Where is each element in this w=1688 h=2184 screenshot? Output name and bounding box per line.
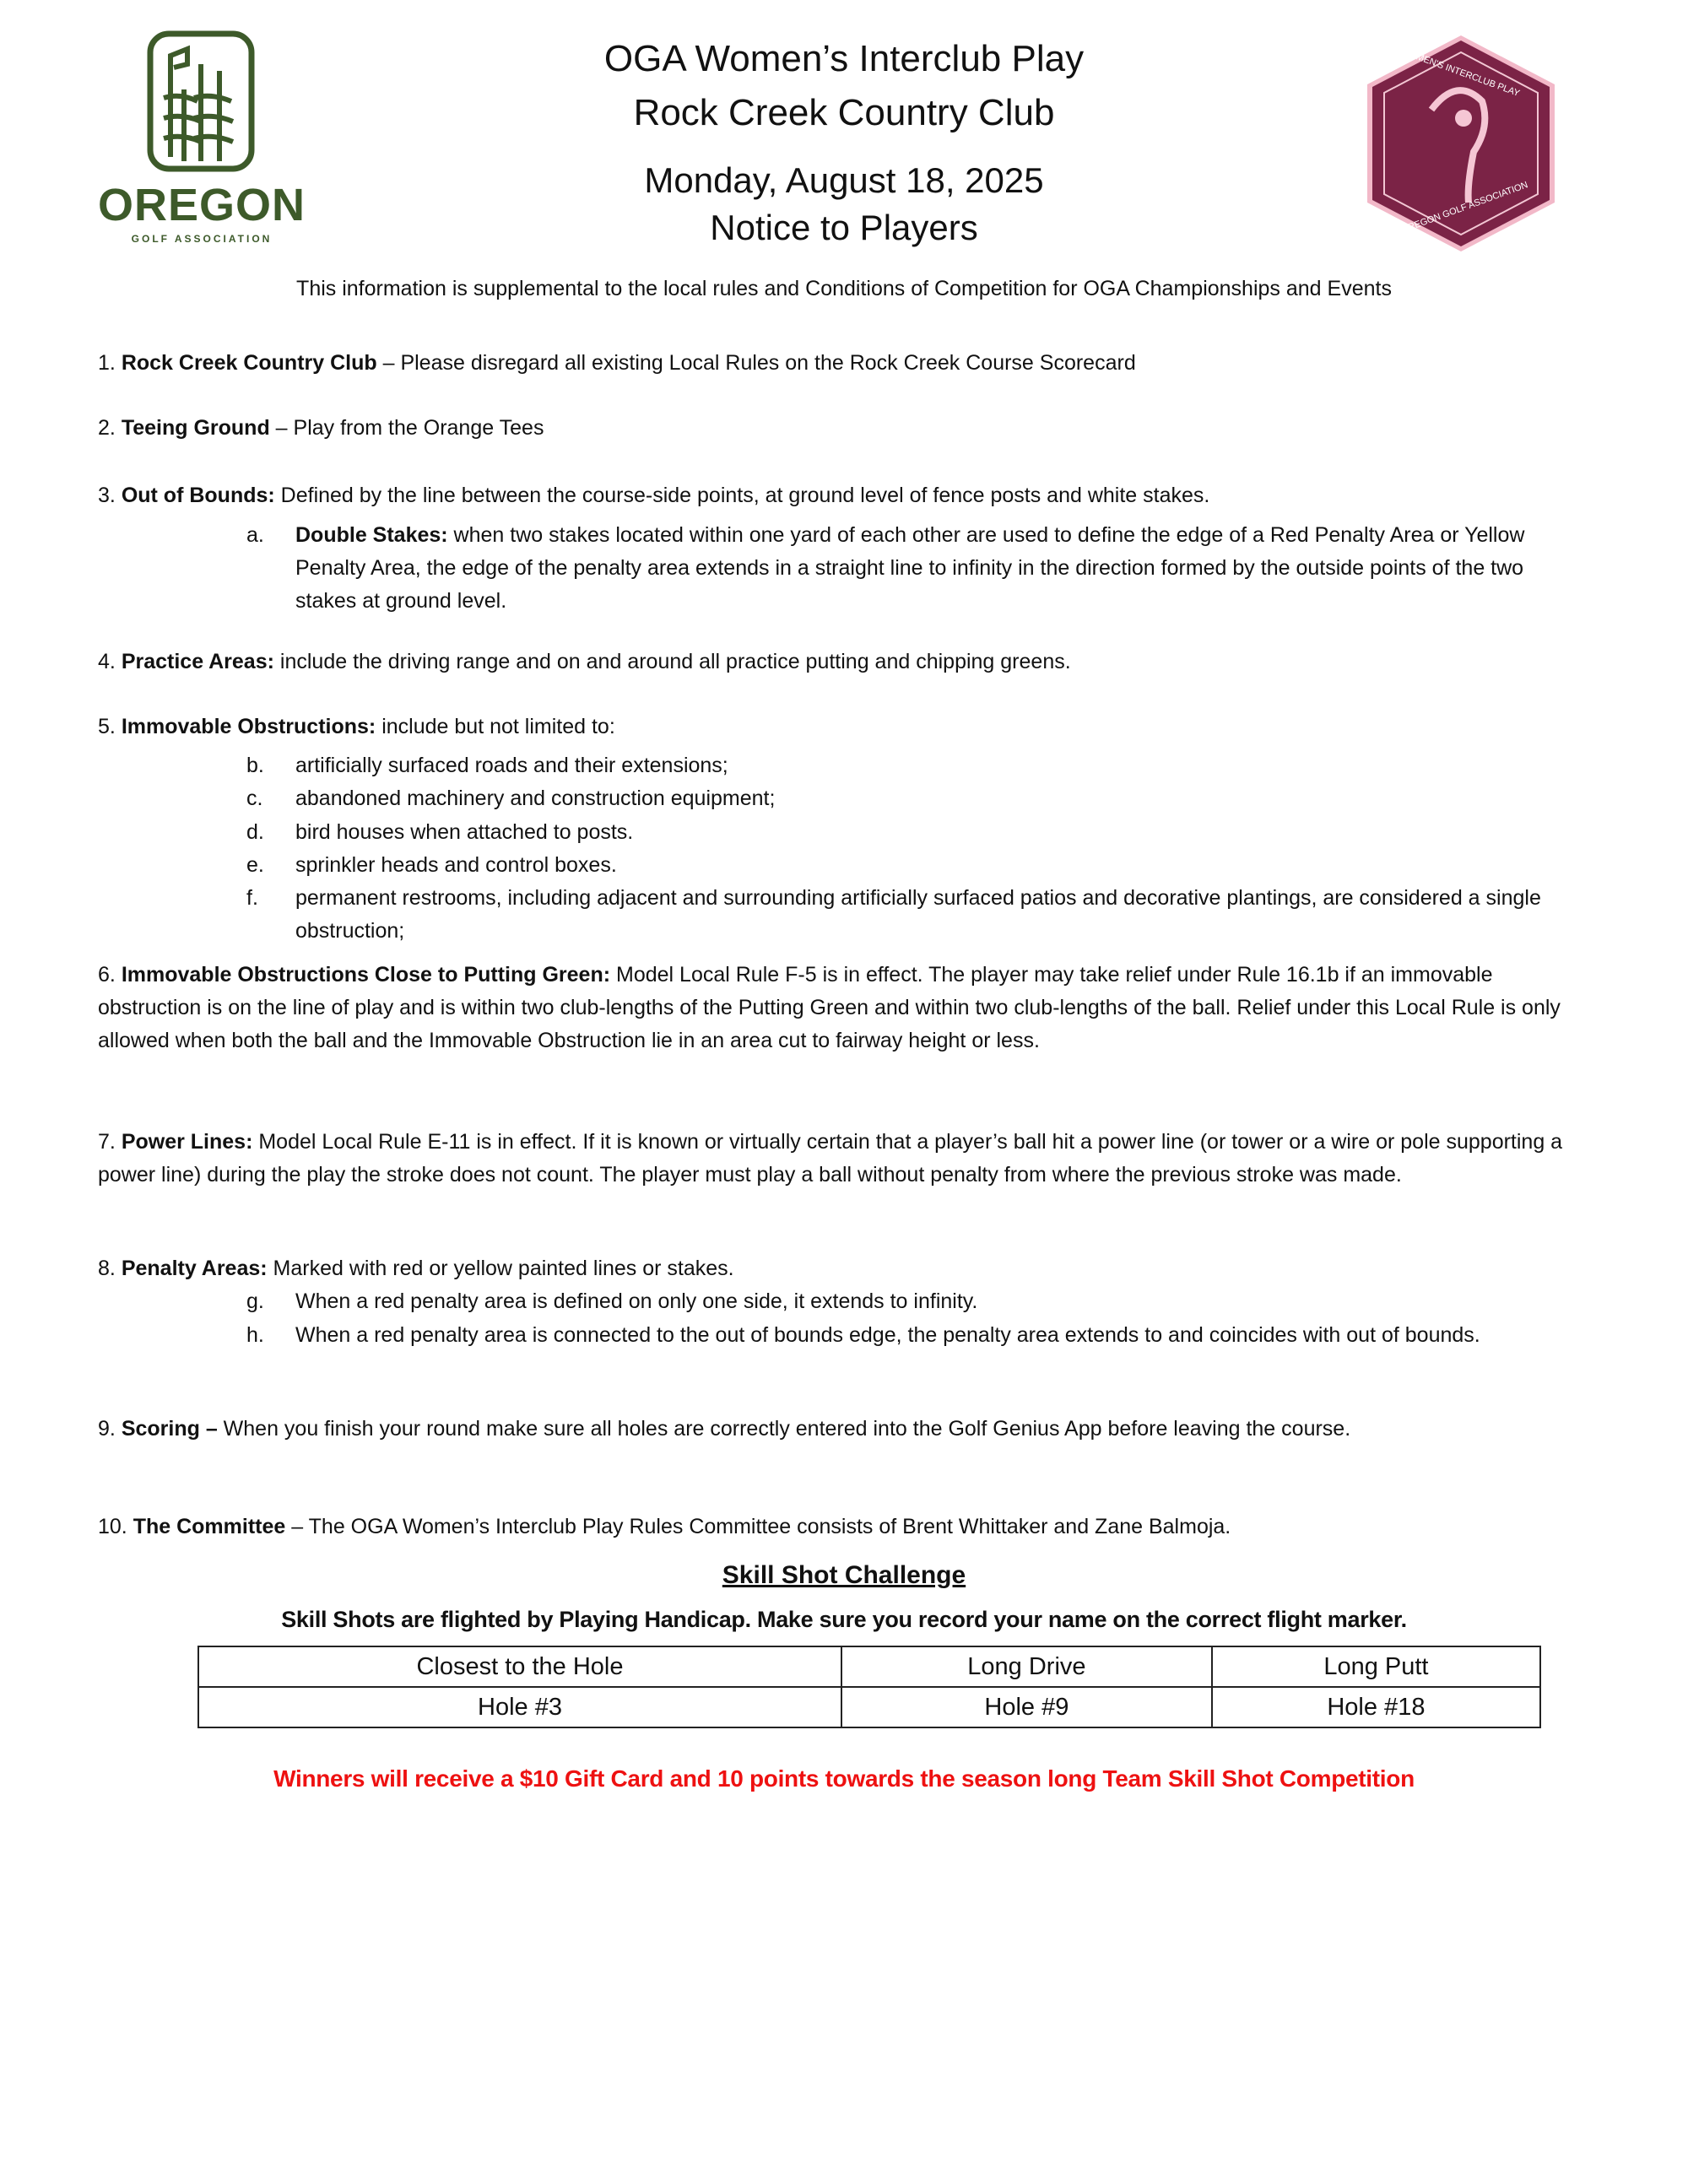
rule-item-5b: b. artificially surfaced roads and their extensions; — [246, 754, 728, 777]
rule-item-8g: g. When a red penalty area is defined on only one side, it extends to infinity. — [246, 1289, 978, 1313]
rule-item-3: 3. Out of Bounds: Defined by the line between the course-side points, at ground level of fence posts and white stakes. — [98, 484, 1210, 507]
table-row — [198, 1687, 1540, 1727]
rule-item-7: 7. Power Lines: Model Local Rule E-11 is in effect. If it is known or virtually certain that a player’s ball hit a power line (or tower or a wire or pole supporting a power line) during the play the stroke does not count. The player must play a ball without penalty from where the previous stroke was made. — [98, 1130, 1563, 1187]
rule-item-4: 4. Practice Areas: include the driving range and on and around all practice putting and chipping greens. — [98, 650, 1071, 673]
table-cell: Long Drive — [841, 1646, 1212, 1687]
intro-text: This information is supplemental to the local rules and Conditions of Competition for OGA Championships and Events — [296, 277, 1392, 300]
rule-item-9: 9. Scoring – When you finish your round make sure all holes are correctly entered into the Golf Genius App before leaving the course. — [98, 1417, 1351, 1441]
rule-item-5d: d. bird houses when attached to posts. — [246, 820, 634, 844]
rule-item-6: 6. Immovable Obstructions Close to Putting Green: Model Local Rule F-5 is in effect. The player may take relief under Rule 16.1b if an immovable obstruction is on the line of play and is within two club-lengths of the Putting Green and within two club-lengths of the ball. Relief under this Local Rule is only allowed when both the ball and the Immovable Obstruction lie in an area cut to fairway height or less. — [98, 963, 1561, 1052]
womens-interclub-badge — [1364, 34, 1558, 253]
rule-item-5e: e. sprinkler heads and control boxes. — [246, 853, 617, 877]
table-row — [198, 1646, 1540, 1687]
table-cell: Hole #9 — [841, 1687, 1212, 1727]
rule-item-10: 10. The Committee – The OGA Women’s Interclub Play Rules Committee consists of Brent Whittaker and Zane Balmoja. — [98, 1515, 1231, 1538]
rule-item-5f: f. permanent restrooms, including adjacent and surrounding artificially surfaced patios and decorative plantings, are considered a single obstruction; — [246, 886, 1541, 943]
table-cell: Long Putt — [1212, 1646, 1540, 1687]
oga-logo — [93, 30, 312, 250]
skill-shot-table — [197, 1646, 1541, 1728]
rule-item-1: 1. Rock Creek Country Club – Please disregard all existing Local Rules on the Rock Creek Course Scorecard — [98, 351, 1136, 375]
rule-item-8h: h. When a red penalty area is connected to the out of bounds edge, the penalty area extends to and coincides with out of bounds. — [246, 1323, 1480, 1347]
skill-shot-heading: Skill Shot Challenge — [722, 1561, 966, 1589]
rule-item-3a: a. Double Stakes: when two stakes located within one yard of each other are used to define the edge of a Red Penalty Area or Yellow Penalty Area, the edge of the penalty area extends in a straight line to infinity in the direction formed by the outside points of the two stakes at ground level. — [246, 523, 1525, 613]
rule-item-2: 2. Teeing Ground – Play from the Orange Tees — [98, 416, 544, 440]
title-line2: Rock Creek Country Club — [633, 92, 1055, 133]
prize-notice: Winners will receive a $10 Gift Card and 10 points towards the season long Team Skill Shot Competition — [273, 1765, 1415, 1792]
rule-item-5: 5. Immovable Obstructions: include but not limited to: — [98, 715, 615, 738]
tree-flag-icon — [93, 30, 312, 174]
logo-oregon-text: OREGON — [97, 180, 306, 230]
badge-text-top: WOMEN'S INTERCLUB PLAY — [1399, 46, 1522, 100]
rule-item-5c: c. abandoned machinery and construction equipment; — [246, 787, 776, 810]
skill-shot-subheading: Skill Shots are flighted by Playing Handicap. Make sure you record your name on the correct flight marker. — [281, 1607, 1407, 1632]
table-cell: Hole #18 — [1212, 1687, 1540, 1727]
table-cell: Hole #3 — [198, 1687, 841, 1727]
table-cell: Closest to the Hole — [198, 1646, 841, 1687]
rule-item-8: 8. Penalty Areas: Marked with red or yellow painted lines or stakes. — [98, 1257, 734, 1280]
badge-text-bottom: OREGON GOLF ASSOCIATION — [1399, 180, 1529, 235]
event-date: Monday, August 18, 2025 — [644, 160, 1044, 200]
title-line1: OGA Women’s Interclub Play — [603, 38, 1085, 79]
logo-subtext: GOLF ASSOCIATION — [131, 233, 273, 245]
notice-subtitle: Notice to Players — [710, 208, 978, 247]
